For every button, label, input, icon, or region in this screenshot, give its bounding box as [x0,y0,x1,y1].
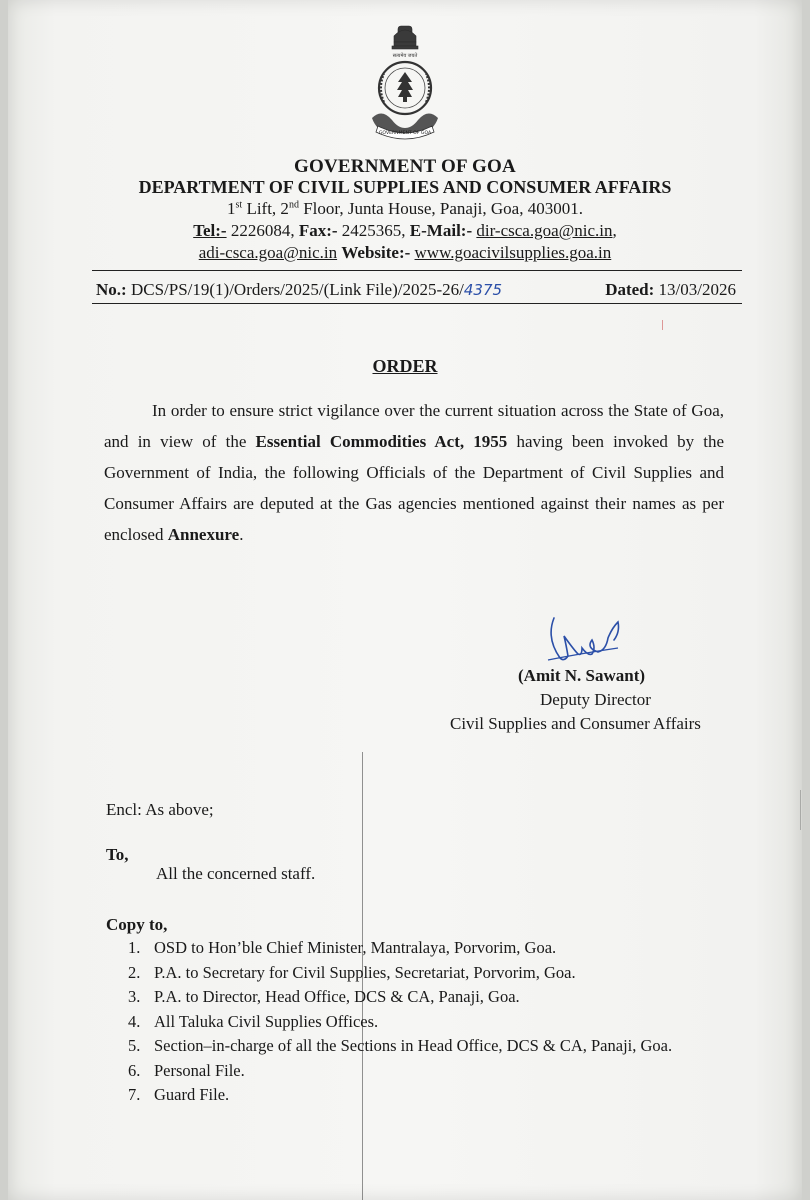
handwritten-number: 4375 [463,281,503,299]
list-item: 2. P.A. to Secretary for Civil Supplies, Secretariat, Porvorim, Goa. [128,962,576,982]
reference-date: Dated: 13/03/2026 [605,280,736,299]
contact-line-2 [60,243,750,263]
annexure-ref: Annexure [167,525,240,544]
email-link-2[interactable]: adi-csca.goa@nic.in [198,243,338,262]
list-item: 5. Section–in-charge of all the Sections in Head Office, DCS & CA, Panaji, Goa. [128,1036,673,1055]
tel-value: 2226084, [226,221,299,240]
page-title: ORDER [372,356,438,376]
paper-crease [800,790,801,830]
website-label: Website:- [341,243,411,262]
signatory-name: (Amit N. Sawant) [518,666,646,685]
office-address: 1st Lift, 2nd Floor, Junta House, Panaji, Goa, 403001. [227,199,583,218]
fax-label: Fax:- [298,221,338,240]
email-label: E-Mail:- [409,221,473,240]
government-title: GOVERNMENT OF GOA [294,156,516,177]
act-name: Essential Commodities Act, 1955 [255,432,508,451]
list-item: 7. Guard File. [128,1085,230,1104]
list-item: 4. All Taluka Civil Supplies Offices. [128,1011,379,1031]
website-link[interactable]: www.goacivilsupplies.goa.in [414,243,612,262]
copy-to-label: Copy to, [106,915,168,934]
fax-value: 2425365, [337,221,410,240]
copy-to-list [128,936,768,1108]
goa-emblem-icon [364,22,446,150]
email-link-1[interactable]: dir-csca.goa@nic.in [476,221,613,240]
emblem-ribbon-text: GOVERNMENT OF GOA [378,131,432,136]
list-item: 3. P.A. to Director, Head Office, DCS & CA, Panaji, Goa. [128,987,520,1006]
signatory-designation: Deputy Director [540,690,651,709]
divider-top [92,270,742,271]
department-title: DEPARTMENT OF CIVIL SUPPLIES AND CONSUMER AFFAIRS [138,177,672,197]
list-item: 1. OSD to Hon’ble Chief Minister, Mantralaya, Porvorim, Goa. [128,938,557,957]
enclosure-note: Encl: As above; [106,800,214,819]
divider-bottom [92,303,742,304]
list-item: 6. Personal File. [128,1060,245,1080]
signatory-block [450,664,750,736]
signature-icon [540,610,630,670]
contact-line-1: Tel:- 2226084, Fax:- 2425365, E-Mail:- dir-csca.goa@nic.in, [193,221,617,240]
paper-mark [662,320,663,330]
order-body: In order to ensure strict vigilance over the current situation across the State of Goa, and in view of the Essential Commodities Act, 1955 having been invoked by the Government of India, the following Officials of the Department of Civil Supplies and Consumer Affairs are deputed at the Gas agencies mentioned against their names as per enclosed Annexure. [104,401,724,544]
tel-label: Tel:- [193,221,227,240]
to-label: To, [106,845,129,864]
to-recipient: All the concerned staff. [156,864,316,883]
emblem-motto: सत्यमेव जयते [392,53,418,59]
reference-number: No.: DCS/PS/19(1)/Orders/2025/(Link File)/2025-26/4375 [96,280,503,299]
signatory-office: Civil Supplies and Consumer Affairs [450,714,701,733]
